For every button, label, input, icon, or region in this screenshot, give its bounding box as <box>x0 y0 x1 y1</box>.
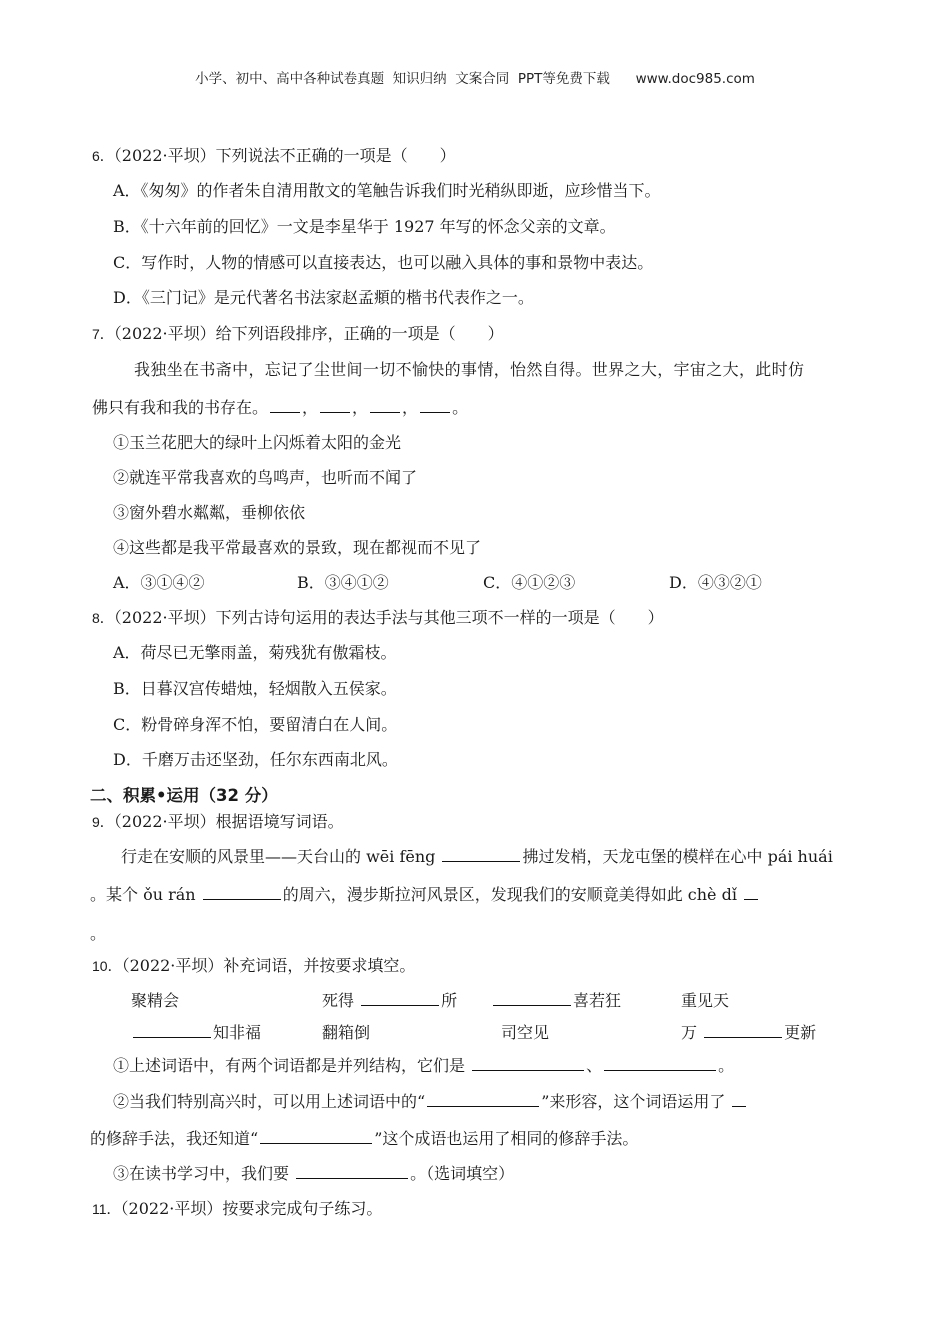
q10-word-5-text: 知非福 <box>213 1023 262 1042</box>
q7-number: 7． <box>92 326 114 342</box>
q10-sub-1 <box>113 1055 734 1077</box>
q10-word-1: 聚精会 <box>131 991 180 1010</box>
q9-line2-text-b: 的周六，漫步斯拉河风景区，发现我们的安顺竟美得如此 chè dǐ <box>282 885 743 904</box>
q10-word-4: 重见天 <box>681 991 730 1010</box>
q7-option-c: C．④①②③ <box>483 573 576 592</box>
q10-sub-1-text: ①上述词语中，有两个词语都是并列结构，它们是 <box>113 1056 471 1075</box>
q10-word-6: 翻箱倒 <box>322 1023 371 1042</box>
q9-line1-text-b: 拂过发梢，天龙屯堡的模样在心中 pái huái <box>522 847 833 866</box>
q10-word-2-a: 死得 <box>322 991 360 1010</box>
q8-stem <box>92 607 664 629</box>
q10-stem <box>92 955 415 977</box>
q9-line1 <box>121 846 833 868</box>
section-heading: 二、积累•运用（32 分） <box>90 786 278 805</box>
q10-sub-3-end: 。（选词填空） <box>410 1164 515 1183</box>
q7-comma-3: ， <box>402 398 419 417</box>
q6-stem-text: （2022·平坝）下列说法不正确的一项是（ ） <box>113 146 456 165</box>
q7-blank-3[interactable] <box>370 397 400 413</box>
q10-number: 10． <box>92 958 122 974</box>
q6-option-d: D．《三门记》是元代著名书法家赵孟頫的楷书代表作之一。 <box>113 288 534 307</box>
q10-sub-1-blank-a[interactable] <box>472 1055 584 1071</box>
q7-option-d: D．④③②① <box>669 573 762 592</box>
q8-option-d: D．千磨万击还坚劲，任尔东西南北风。 <box>113 750 398 769</box>
q9-blank-chedi[interactable] <box>744 884 758 900</box>
q8-option-c: C．粉骨碎身浑不怕，要留清白在人间。 <box>113 715 398 734</box>
q9-line2-text-a: 。某个 ǒu rán <box>90 885 201 904</box>
q10-sub-2-cont-text: 的修辞手法，我还知道“ <box>90 1129 259 1148</box>
q9-line2 <box>90 884 760 906</box>
q10-word-3-text: 喜若狂 <box>573 991 622 1010</box>
q10-sub-2-text-b: ”来形容，这个词语运用了 <box>541 1092 731 1111</box>
q7-item-2: ②就连平常我喜欢的鸟鸣声，也听而不闻了 <box>113 468 418 487</box>
q9-blank-ouran[interactable] <box>203 884 281 900</box>
q10-sub-2-blank-b[interactable] <box>732 1091 746 1107</box>
q7-comma-1: ， <box>302 398 319 417</box>
q10-sub-2 <box>113 1091 748 1113</box>
q10-sub-3 <box>113 1163 514 1185</box>
q8-number: 8． <box>92 610 114 626</box>
q7-stem-text: （2022·平坝）给下列语段排序，正确的一项是（ ） <box>113 324 504 343</box>
q10-blank-2[interactable] <box>361 990 439 1006</box>
q10-sub-2-cont-end: ”这个成语也运用了相同的修辞手法。 <box>374 1129 639 1148</box>
q6-stem <box>92 145 456 167</box>
q9-stem <box>92 811 344 833</box>
q10-sub-2-blank-a[interactable] <box>427 1091 539 1107</box>
q10-word-2-b: 所 <box>441 991 458 1010</box>
q10-word-5 <box>131 1022 261 1044</box>
q8-option-a: A．荷尽已无擎雨盖，菊残犹有傲霜枝。 <box>113 643 397 662</box>
q10-sub-2-blank-c[interactable] <box>260 1128 372 1144</box>
q9-stem-text: （2022·平坝）根据语境写词语。 <box>113 812 344 831</box>
q7-blank-1[interactable] <box>270 397 300 413</box>
q10-word-8-b: 更新 <box>784 1023 817 1042</box>
q7-stem <box>92 323 504 345</box>
q7-passage-line1: 我独坐在书斋中，忘记了尘世间一切不愉快的事情，怡然自得。世界之大，宇宙之大，此时仿 <box>134 360 805 379</box>
q10-blank-3[interactable] <box>493 990 571 1006</box>
q7-blank-2[interactable] <box>320 397 350 413</box>
q7-blank-4[interactable] <box>420 397 450 413</box>
q6-option-a: A．《匆匆》的作者朱自清用散文的笔触告诉我们时光稍纵即逝，应珍惜当下。 <box>113 181 661 200</box>
q10-sub-1-blank-b[interactable] <box>604 1055 716 1071</box>
q10-blank-8[interactable] <box>704 1022 782 1038</box>
q10-sub-2-cont <box>90 1128 638 1150</box>
q10-word-7: 司空见 <box>501 1023 550 1042</box>
q11-stem <box>92 1198 382 1220</box>
q9-line1-text-a: 行走在安顺的风景里——天台山的 wēi fēng <box>121 847 441 866</box>
q7-item-3: ③窗外碧水粼粼，垂柳依依 <box>113 503 306 522</box>
q10-word-8-a: 万 <box>681 1023 703 1042</box>
q7-option-b: B．③④①② <box>297 573 389 592</box>
q7-comma-2: ， <box>352 398 369 417</box>
q10-sub-2-text: ②当我们特别高兴时，可以用上述词语中的“ <box>113 1092 426 1111</box>
q10-sub-3-text: ③在读书学习中，我们要 <box>113 1164 295 1183</box>
q10-sub-1-sep: 、 <box>586 1056 603 1075</box>
q10-word-3 <box>491 990 621 1012</box>
q11-number: 11． <box>92 1201 121 1217</box>
q6-number: 6． <box>92 148 114 164</box>
q7-item-1: ①玉兰花肥大的绿叶上闪烁着太阳的金光 <box>113 433 402 452</box>
q10-sub-1-end: 。 <box>718 1056 735 1075</box>
q7-option-a: A．③①④② <box>113 573 205 592</box>
q10-stem-text: （2022·平坝）补充词语，并按要求填空。 <box>121 956 416 975</box>
q11-stem-text: （2022·平坝）按要求完成句子练习。 <box>120 1199 383 1218</box>
q6-option-c: C．写作时，人物的情感可以直接表达，也可以融入具体的事和景物中表达。 <box>113 253 654 272</box>
q7-passage-line2 <box>92 397 468 419</box>
q9-line3: 。 <box>90 924 107 943</box>
q8-stem-text: （2022·平坝）下列古诗句运用的表达手法与其他三项不一样的一项是（ ） <box>113 608 664 627</box>
q7-period: 。 <box>452 398 469 417</box>
q8-option-b: B．日暮汉宫传蜡烛，轻烟散入五侯家。 <box>113 679 397 698</box>
q10-word-8 <box>681 1022 816 1044</box>
q10-word-2 <box>322 990 457 1012</box>
page-header: 小学、初中、高中各种试卷真题 知识归纳 文案合同 PPT等免费下载 www.doc985.com <box>195 71 755 87</box>
q6-option-b: B．《十六年前的回忆》一文是李星华于 1927 年写的怀念父亲的文章。 <box>113 217 616 236</box>
q7-passage-text: 佛只有我和我的书存在。 <box>92 398 269 417</box>
q9-blank-weifeng[interactable] <box>442 846 520 862</box>
q10-sub-3-blank[interactable] <box>296 1163 408 1179</box>
q10-blank-5[interactable] <box>133 1022 211 1038</box>
q9-number: 9． <box>92 814 114 830</box>
q7-item-4: ④这些都是我平常最喜欢的景致，现在都视而不见了 <box>113 538 482 557</box>
